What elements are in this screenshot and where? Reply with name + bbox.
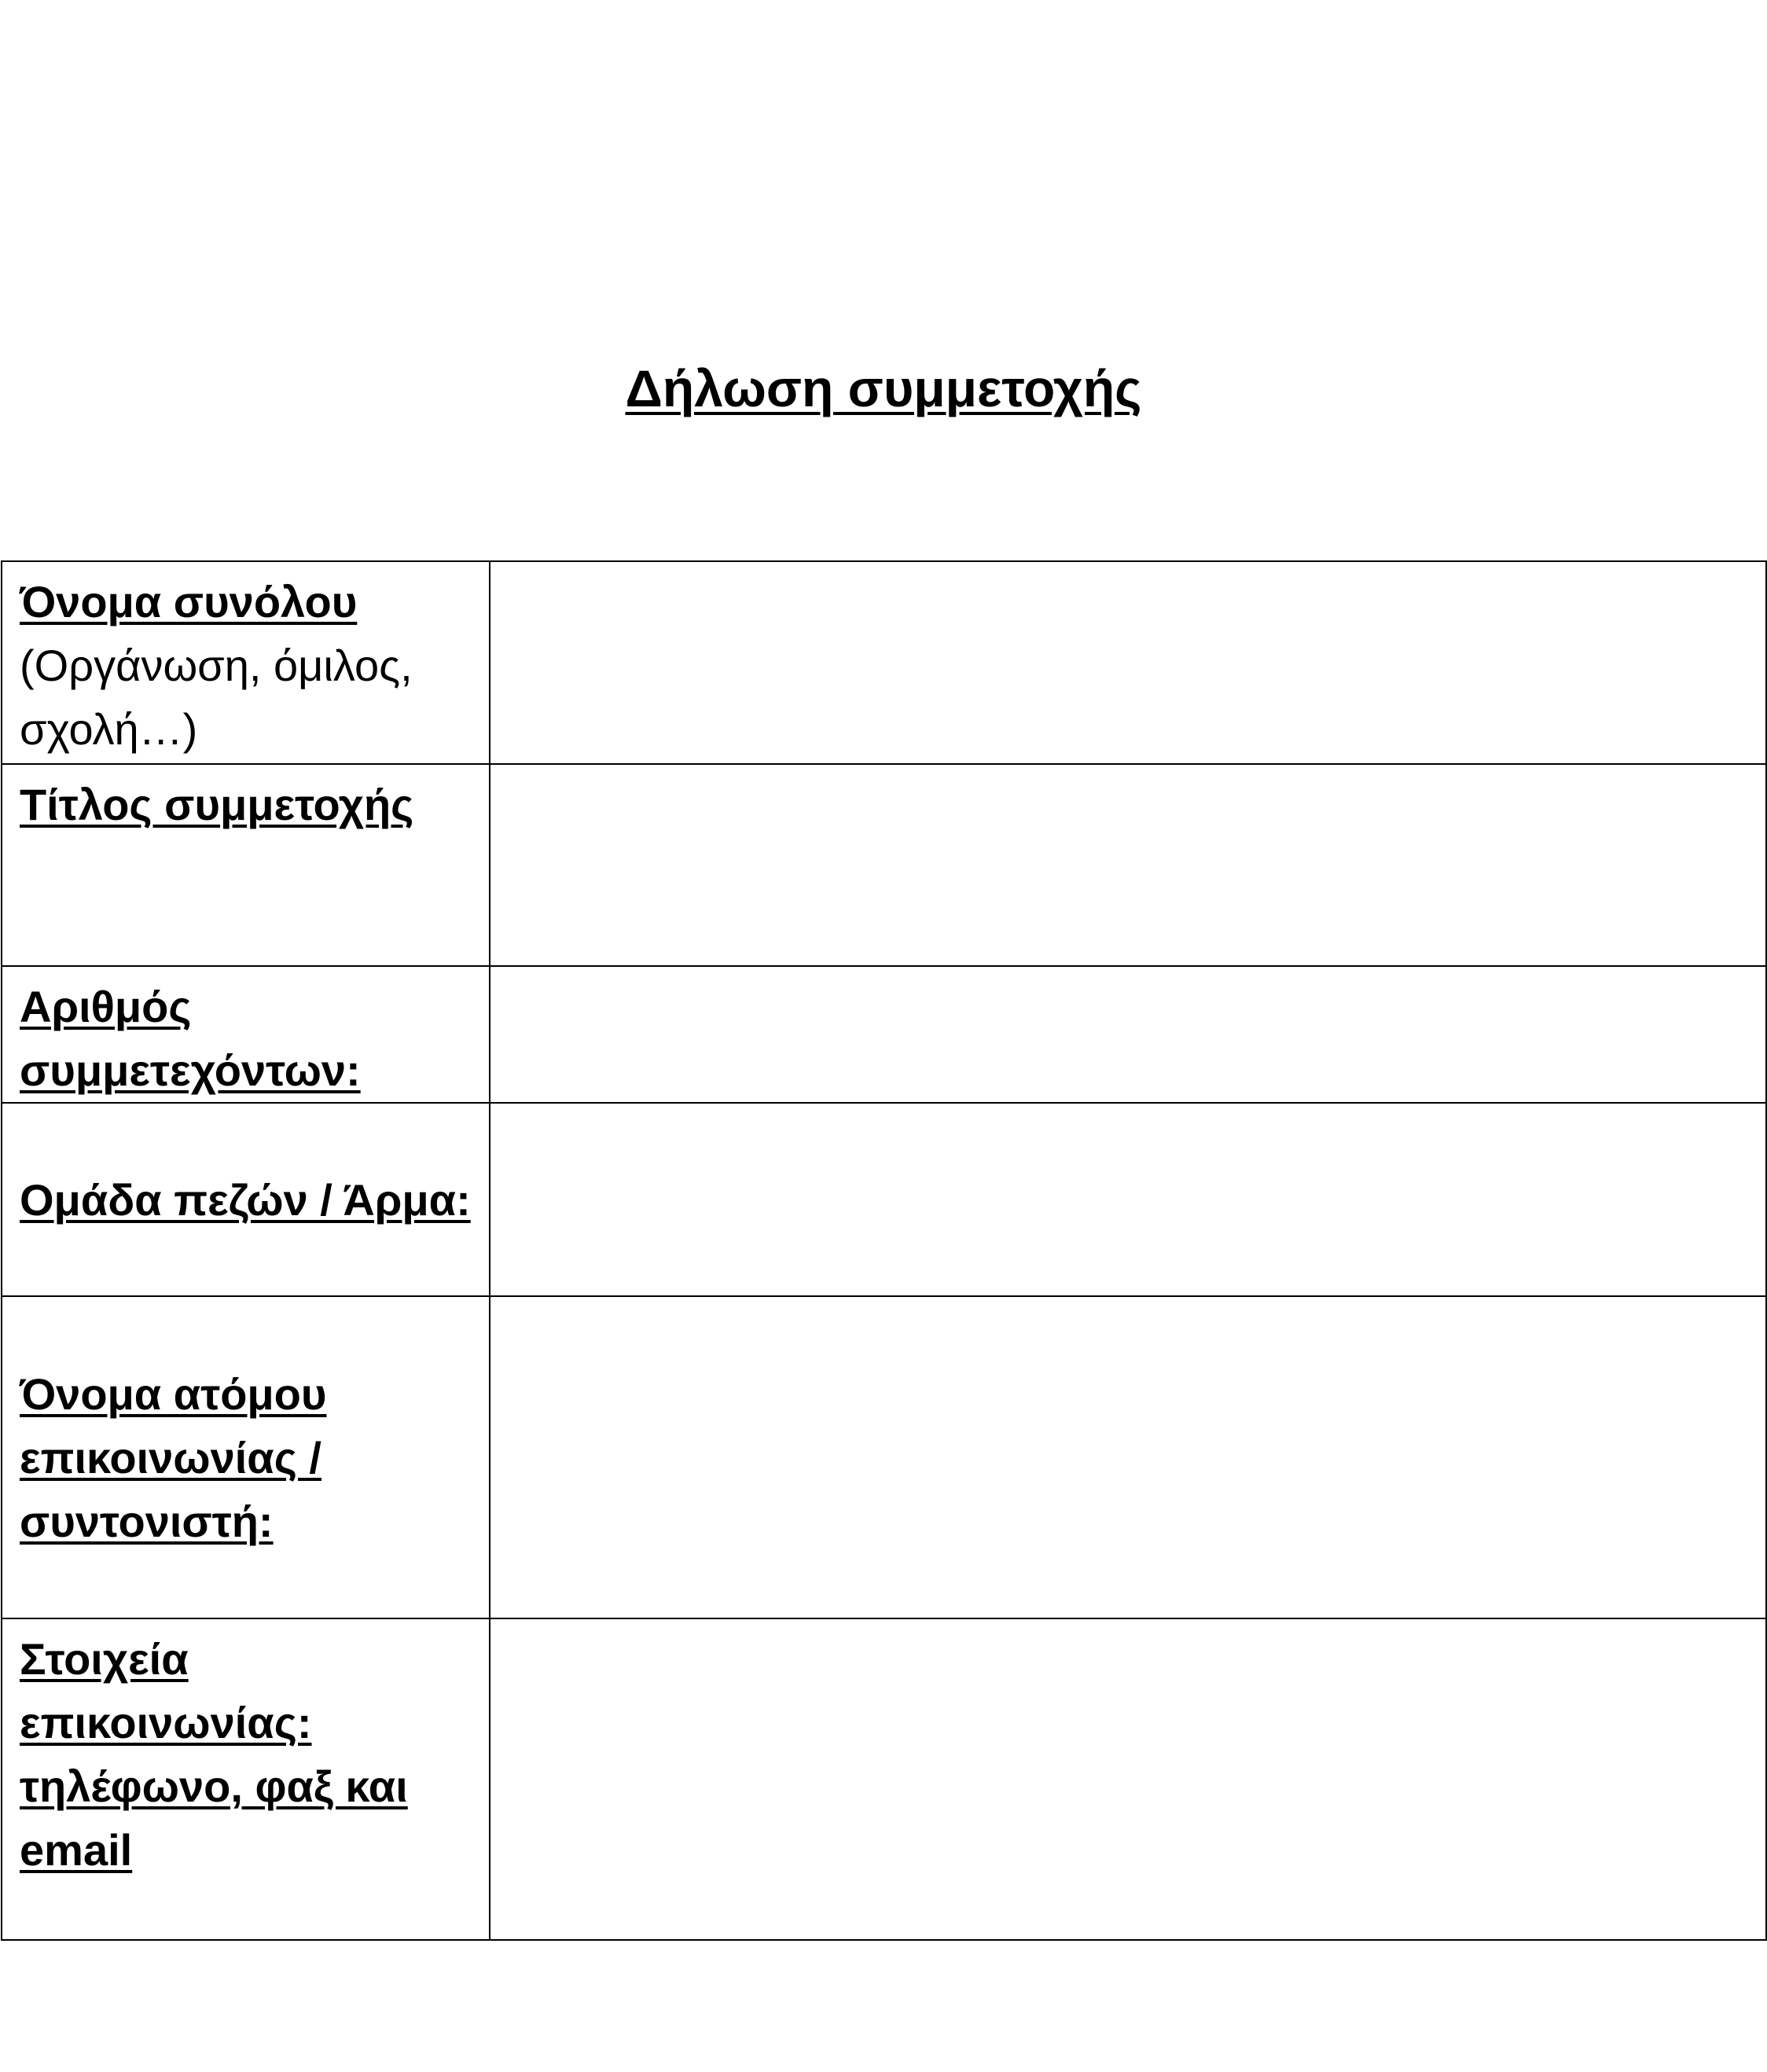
label-entry-title: Τίτλος συμμετοχής	[20, 780, 414, 829]
value-cell-group-type[interactable]	[490, 1103, 1766, 1296]
form-row-group-name	[2, 561, 1766, 764]
participation-form-table	[1, 560, 1767, 1941]
page-title-text: Δήλωση συμμετοχής	[625, 359, 1142, 417]
form-row-group-type	[2, 1103, 1766, 1296]
form-row-contact-details	[2, 1618, 1766, 1940]
value-cell-participant-count[interactable]	[490, 966, 1766, 1103]
form-row-entry-title	[2, 764, 1766, 966]
label-group-name: Όνομα συνόλου	[20, 577, 358, 626]
page-title	[0, 358, 1767, 420]
value-cell-contact-person[interactable]	[490, 1296, 1766, 1618]
value-cell-contact-details[interactable]	[490, 1618, 1766, 1940]
value-cell-entry-title[interactable]	[490, 764, 1766, 966]
label-participant-count: Αριθμός συμμετεχόντων:	[20, 982, 361, 1095]
value-cell-group-name[interactable]	[490, 561, 1766, 764]
label-contact-person: Όνομα ατόμου επικοινωνίας / συντονιστή:	[20, 1368, 327, 1546]
label-cell-entry-title	[2, 764, 490, 966]
label-cell-participant-count	[2, 966, 490, 1103]
label-cell-group-type	[2, 1103, 490, 1296]
hint-group-name: (Οργάνωση, όμιλος, σχολή…)	[20, 641, 413, 754]
form-row-contact-person	[2, 1296, 1766, 1618]
label-cell-group-name	[2, 561, 490, 764]
label-cell-contact-person	[2, 1296, 490, 1618]
label-group-type: Ομάδα πεζών / Άρμα:	[20, 1174, 471, 1225]
label-cell-contact-details	[2, 1618, 490, 1940]
label-contact-details: Στοιχεία επικοινωνίας: τηλέφωνο, φαξ και email	[20, 1634, 408, 1875]
form-row-participant-count	[2, 966, 1766, 1103]
